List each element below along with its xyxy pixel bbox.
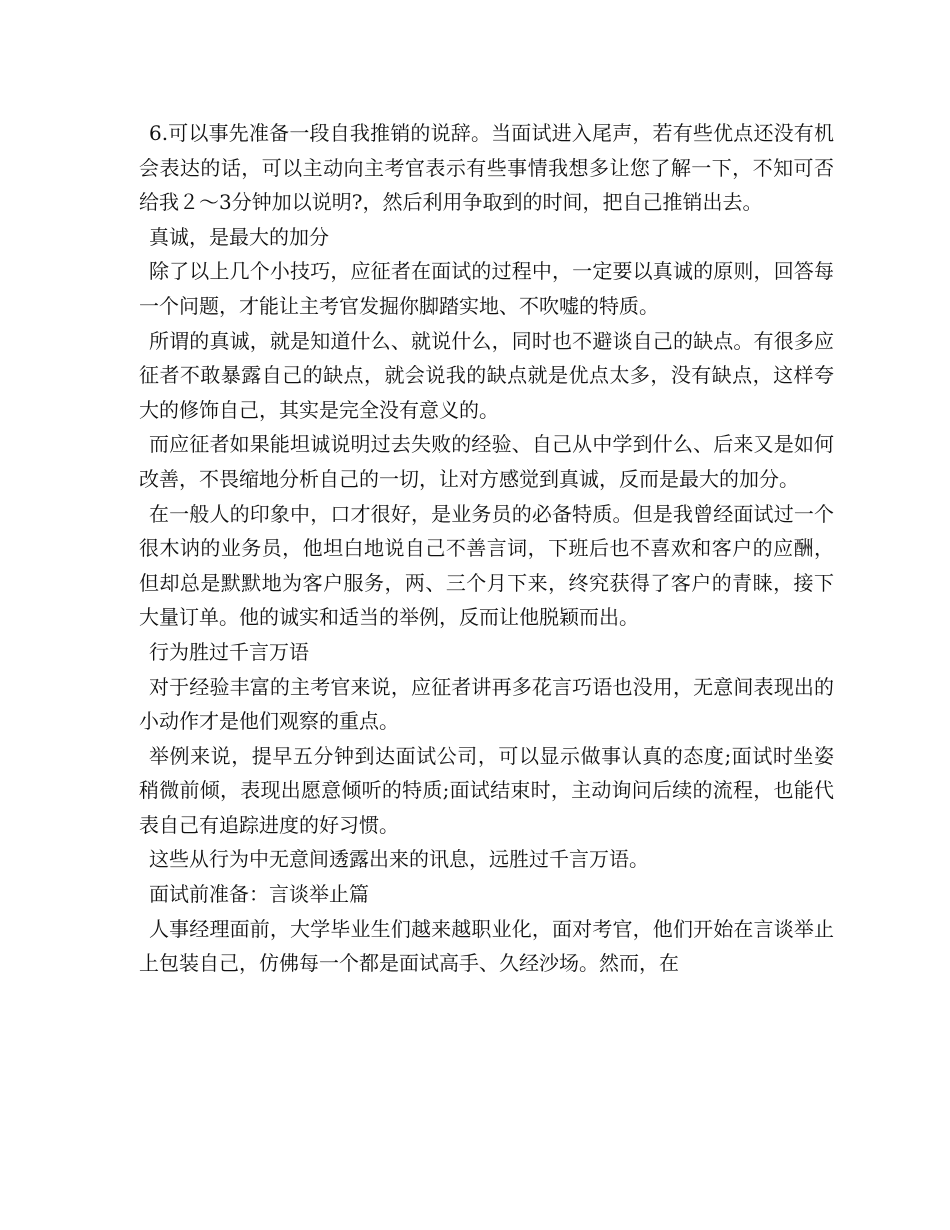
paragraph-graduates: 人事经理面前，大学毕业生们越来越职业化，面对考官，他们开始在言谈举止上包装自己，仿佛每一个都是面试高手、久经沙场。然而，在 (139, 916, 834, 976)
heading-actions: 行为胜过千言万语 (149, 639, 309, 664)
paragraph-sincerity-principle: 除了以上几个小技巧，应征者在面试的过程中，一定要以真诚的原则，回答每一个问题，才能让主考官发掘你脚踏实地、不吹嘘的特质。 (139, 259, 834, 318)
paragraph-behavior-summary: 这些从行为中无意间透露出来的讯息，远胜过千言万语。 (149, 847, 649, 872)
paragraph-behavior-examples: 举例来说，提早五分钟到达面试公司，可以显示做事认真的态度;面试时坐姿稍微前倾，表现出愿意倾听的特质;面试结束时，主动询问后续的流程，也能代表自己有追踪进度的好习惯。 (139, 743, 834, 837)
heading-sincerity: 真诚，是最大的加分 (149, 224, 329, 249)
paragraph-salesperson-example: 在一般人的印象中，口才很好，是业务员的必备特质。但是我曾经面试过一个很木讷的业务员，他坦白地说自己不善言词，下班后也不喜欢和客户的应酬，但却总是默默地为客户服务，两、三个月下来，终究获得了客户的青睐，接下大量订单。他的诚实和适当的举例，反而让他脱颖而出。 (139, 501, 834, 630)
paragraph-sincerity-definition: 所谓的真诚，就是知道什么、就说什么，同时也不避谈自己的缺点。有很多应征者不敢暴露自己的缺点，就会说我的缺点就是优点太多，没有缺点，这样夸大的修饰自己，其实是完全没有意义的。 (139, 328, 834, 422)
paragraph-self-promotion: 6.可以事先准备一段自我推销的说辞。当面试进入尾声，若有些优点还没有机会表达的话，可以主动向主考官表示有些事情我想多让您了解一下，不知可否给我２～3分钟加以说明?，然后利用争取到的时间，把自己推销出去。 (139, 121, 834, 215)
paragraph-small-gestures: 对于经验丰富的主考官来说，应征者讲再多花言巧语也没用，无意间表现出的小动作才是他们观察的重点。 (139, 674, 834, 734)
document-body (139, 116, 834, 981)
paragraph-honest-failure: 而应征者如果能坦诚说明过去失败的经验、自己从中学到什么、后来又是如何改善，不畏缩地分析自己的一切，让对方感觉到真诚，反而是最大的加分。 (139, 432, 834, 491)
heading-interview-prep: 面试前准备：言谈举止篇 (149, 882, 369, 907)
